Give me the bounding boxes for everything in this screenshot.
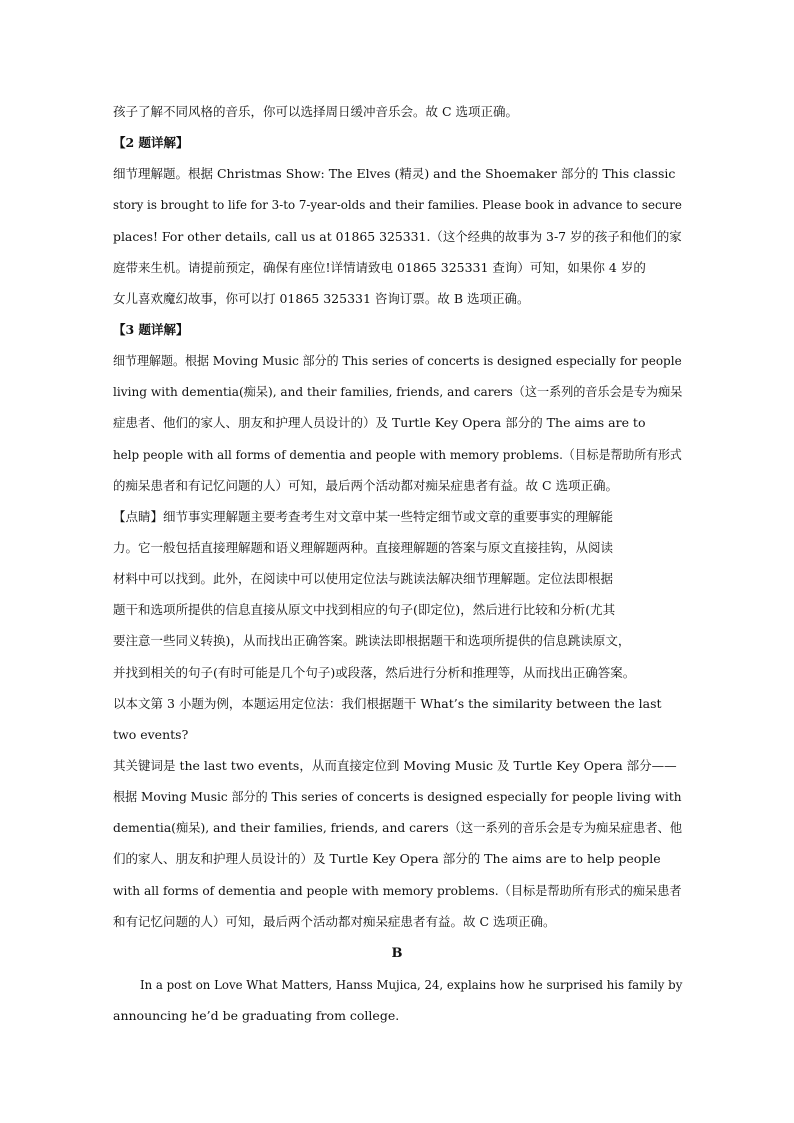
passage-line: In a post on Love What Matters, Hanss Mujica, 24, explains how he surprised his family by (140, 977, 683, 992)
section-heading: 【3 题详解】 (113, 322, 189, 337)
text-line: living with dementia(痴呆), and their families, friends, and carers（这一系列的音乐会是专为痴呆 (113, 384, 683, 399)
text-line: dementia(痴呆), and their families, friends, and carers（这一系列的音乐会是专为痴呆症患者、他 (113, 820, 683, 835)
text-line: 女儿喜欢魔幻故事，你可以打 01865 325331 咨询订票。故 B 选项正确。 (113, 291, 530, 306)
text-line: 细节理解题。根据 Moving Music 部分的 This series of concerts is designed especially for people (113, 353, 682, 368)
text-line: 孩子了解不同风格的音乐，你可以选择周日缓冲音乐会。故 C 选项正确。 (113, 104, 519, 119)
text-line: 力。它一般包括直接理解题和语义理解题两种。直接理解题的答案与原文直接挂钩，从阅读 (113, 540, 614, 555)
text-line: 和有记忆问题的人）可知，最后两个活动都对痴呆症患者有益。故 C 选项正确。 (113, 914, 556, 929)
text-line: with all forms of dementia and people with memory problems.（目标是帮助所有形式的痴呆患者 (113, 883, 682, 898)
text-line: 其关键词是 the last two events，从而直接定位到 Moving Music 及 Turtle Key Opera 部分—— (113, 758, 677, 773)
text-line: 庭带来生机。请提前预定，确保有座位!详情请致电 01865 325331 查询）可知，如果你 4 岁的 (113, 260, 646, 275)
text-line: 材料中可以找到。此外，在阅读中可以使用定位法与跳读法解决细节理解题。定位法即根据 (113, 571, 614, 586)
tip-heading-line: 【点睛】细节事实理解题主要考查考生对文章中某一些特定细节或文章的重要事实的理解能 (113, 509, 614, 524)
text-line: 们的家人、朋友和护理人员设计的）及 Turtle Key Opera 部分的 The aims are to help people (113, 851, 661, 866)
section-heading: 【2 题详解】 (113, 135, 189, 150)
section-letter: B (391, 946, 403, 961)
passage-line: announcing he’d be graduating from college. (113, 1008, 400, 1023)
text-line: 以本文第 3 小题为例，本题运用定位法：我们根据题干 What’s the similarity between the last (113, 696, 662, 711)
text-line: 症患者、他们的家人、朋友和护理人员设计的）及 Turtle Key Opera 部分的 The aims are to (113, 415, 646, 430)
text-line: 细节理解题。根据 Christmas Show: The Elves (精灵) and the Shoemaker 部分的 This classic (113, 166, 676, 181)
text-line: story is brought to life for 3-to 7-year-olds and their families. Please book in advance to secure (113, 197, 682, 212)
text-line: 并找到相关的句子(有时可能是几个句子)或段落，然后进行分析和推理等，从而找出正确答案。 (113, 665, 636, 680)
text-line: 要注意一些同义转换)，从而找出正确答案。跳读法即根据题干和选项所提供的信息跳读原文， (113, 633, 631, 648)
text-line: places! For other details, call us at 01865 325331.（这个经典的故事为 3-7 岁的孩子和他们的家 (113, 229, 682, 244)
text-line: 的痴呆患者和有记忆问题的人）可知，最后两个活动都对痴呆症患者有益。故 C 选项正确。 (113, 478, 619, 493)
text-line: 根据 Moving Music 部分的 This series of concerts is designed especially for people living with (113, 789, 682, 804)
text-line: two events? (113, 727, 189, 742)
text-line: 题干和选项所提供的信息直接从原文中找到相应的句子(即定位)，然后进行比较和分析(尤其 (113, 602, 616, 617)
text-line: help people with all forms of dementia and people with memory problems.（目标是帮助所有形式 (113, 447, 682, 462)
